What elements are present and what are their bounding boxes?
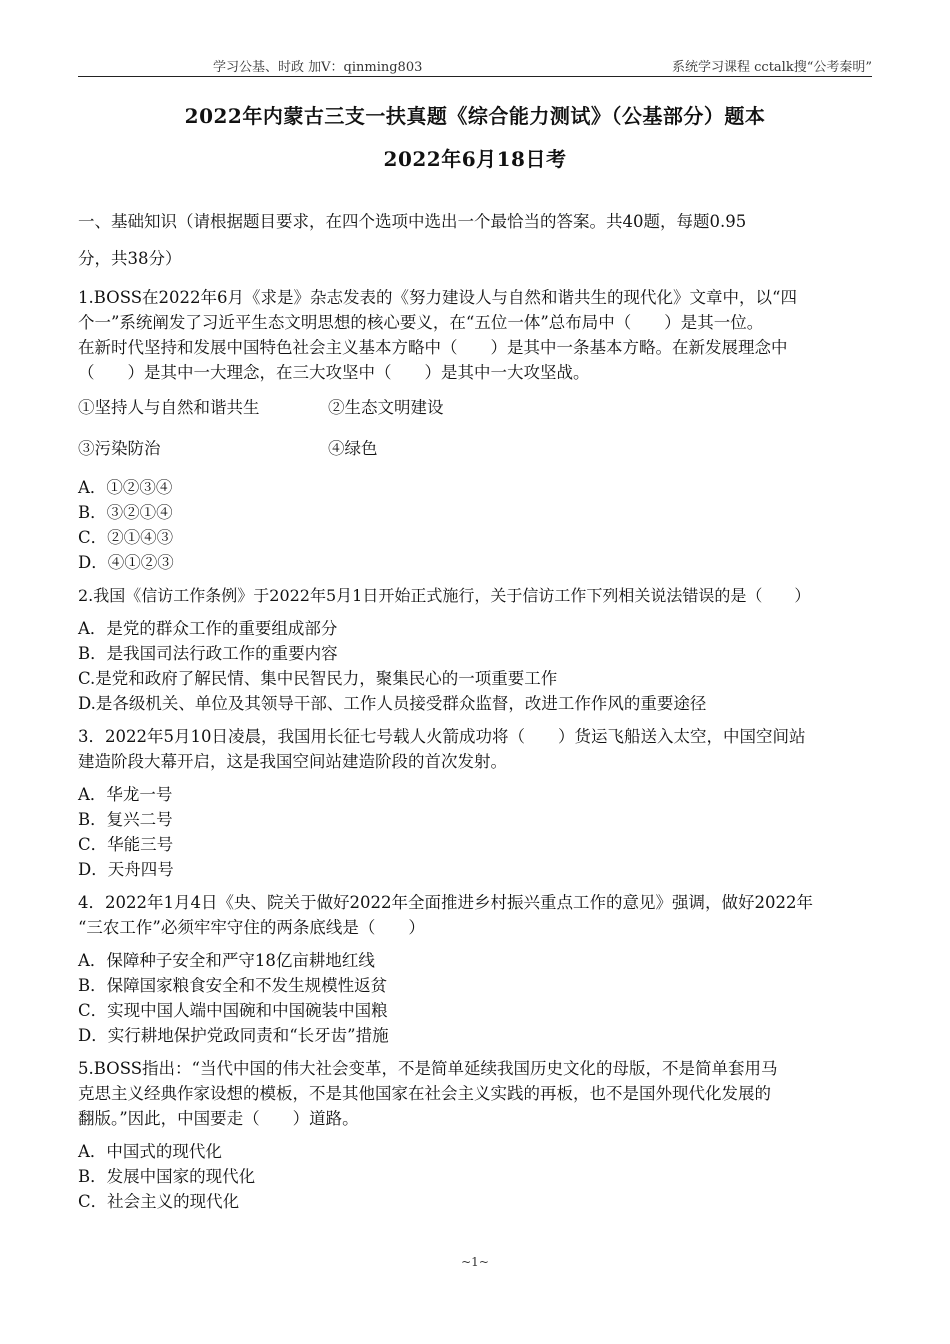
stem-line: “三农工作”必须牢牢守住的两条底线是（ ） <box>78 918 425 937</box>
answer-option[interactable]: D.是各级机关、单位及其领导干部、工作人员接受群众监督，改进工作作风的重要途径 <box>78 694 707 713</box>
answer-option[interactable]: A．是党的群众工作的重要组成部分 <box>78 619 338 638</box>
answer-option[interactable]: D．实行耕地保护党政同责和“长牙齿”措施 <box>78 1026 389 1045</box>
answer-option[interactable]: B．发展中国家的现代化 <box>78 1167 256 1186</box>
question-5 <box>78 1056 888 1214</box>
stem-line: 4．2022年1月4日《央、院关于做好2022年全面推进乡村振兴重点工作的意见》强调，做好2022年 <box>78 893 813 912</box>
answer-options <box>78 475 888 575</box>
section-heading-line: 一、基础知识（请根据题目要求，在四个选项中选出一个最恰当的答案。共40题，每题0.95 <box>78 212 747 231</box>
answer-option[interactable]: C．社会主义的现代化 <box>78 1192 240 1211</box>
stem-line: 翻版。”因此，中国要走（ ）道路。 <box>78 1109 359 1128</box>
question-1 <box>78 285 888 575</box>
answer-option[interactable]: C．实现中国人端中国碗和中国碗装中国粮 <box>78 1001 388 1020</box>
exam-content <box>78 203 888 1214</box>
answer-options <box>78 948 888 1048</box>
question-stem <box>78 724 888 774</box>
stem-line: 在新时代坚持和发展中国特色社会主义基本方略中（ ）是其中一条基本方略。在新发展理念中 <box>78 338 788 357</box>
statement-item: ④绿色 <box>328 439 378 458</box>
section-heading <box>78 203 888 277</box>
answer-option[interactable]: A．①②③④ <box>78 478 173 497</box>
stem-line: 5.BOSS指出：“当代中国的伟大社会变革，不是简单延续我国历史文化的母版，不是简单套用马 <box>78 1059 778 1078</box>
section-heading-line: 分，共38分） <box>78 249 182 268</box>
answer-option[interactable]: D．④①②③ <box>78 553 174 572</box>
question-stem <box>78 583 888 608</box>
statement-item: ②生态文明建设 <box>328 398 444 417</box>
answer-options <box>78 1139 888 1214</box>
stem-line: 1.BOSS在2022年6月《求是》杂志发表的《努力建设人与自然和谐共生的现代化》文章中，以“四 <box>78 288 797 307</box>
stem-line: 个一”系统阐发了习近平生态文明思想的核心要义，在“五位一体”总布局中（ ）是其一位。 <box>78 313 764 332</box>
question-stem <box>78 285 888 385</box>
question-2 <box>78 583 888 716</box>
exam-date: 2022年6月18日考 <box>383 147 567 171</box>
answer-option[interactable]: A．华龙一号 <box>78 785 173 804</box>
page-number: ~1~ <box>461 1255 489 1269</box>
stem-line: 3．2022年5月10日凌晨，我国用长征七号载人火箭成功将（ ）货运飞船送入太空，中国空间站 <box>78 727 806 746</box>
question-3 <box>78 724 888 882</box>
statement-item: ①坚持人与自然和谐共生 <box>78 398 260 417</box>
page-header <box>78 52 872 77</box>
answer-options <box>78 616 888 716</box>
answer-option[interactable]: B．复兴二号 <box>78 810 173 829</box>
header-left-text: 学习公基、时政 加V：qinming803 <box>213 60 423 75</box>
answer-option[interactable]: D．天舟四号 <box>78 860 174 879</box>
answer-options <box>78 782 888 882</box>
question-4 <box>78 890 888 1048</box>
stem-line: 克思主义经典作家设想的模板，不是其他国家在社会主义实践的再板，也不是国外现代化发展的 <box>78 1084 771 1103</box>
answer-option[interactable]: A．保障种子安全和严守18亿亩耕地红线 <box>78 951 375 970</box>
answer-option[interactable]: A．中国式的现代化 <box>78 1142 222 1161</box>
stem-line: （ ）是其中一大理念，在三大攻坚中（ ）是其中一大攻坚战。 <box>78 363 590 382</box>
answer-option[interactable]: B．是我国司法行政工作的重要内容 <box>78 644 338 663</box>
document-title: 2022年内蒙古三支一扶真题《综合能力测试》（公基部分）题本 <box>184 104 766 128</box>
answer-option[interactable]: B．③②①④ <box>78 503 173 522</box>
answer-option[interactable]: C.是党和政府了解民情、集中民智民力，聚集民心的一项重要工作 <box>78 669 558 688</box>
stem-line: 2.我国《信访工作条例》于2022年5月1日开始正式施行，关于信访工作下列相关说法错误的是（ ） <box>78 586 811 605</box>
statement-item: ③污染防治 <box>78 439 161 458</box>
statement-row <box>78 389 888 426</box>
question-stem <box>78 1056 888 1131</box>
statement-row <box>78 430 888 467</box>
answer-option[interactable]: B．保障国家粮食安全和不发生规模性返贫 <box>78 976 388 995</box>
statement-items <box>78 389 888 467</box>
answer-option[interactable]: C．华能三号 <box>78 835 174 854</box>
answer-option[interactable]: C．②①④③ <box>78 528 174 547</box>
stem-line: 建造阶段大幕开启，这是我国空间站建造阶段的首次发射。 <box>78 752 507 771</box>
question-stem <box>78 890 888 940</box>
header-right-text: 系统学习课程 cctalk搜“公考秦明” <box>672 60 872 75</box>
